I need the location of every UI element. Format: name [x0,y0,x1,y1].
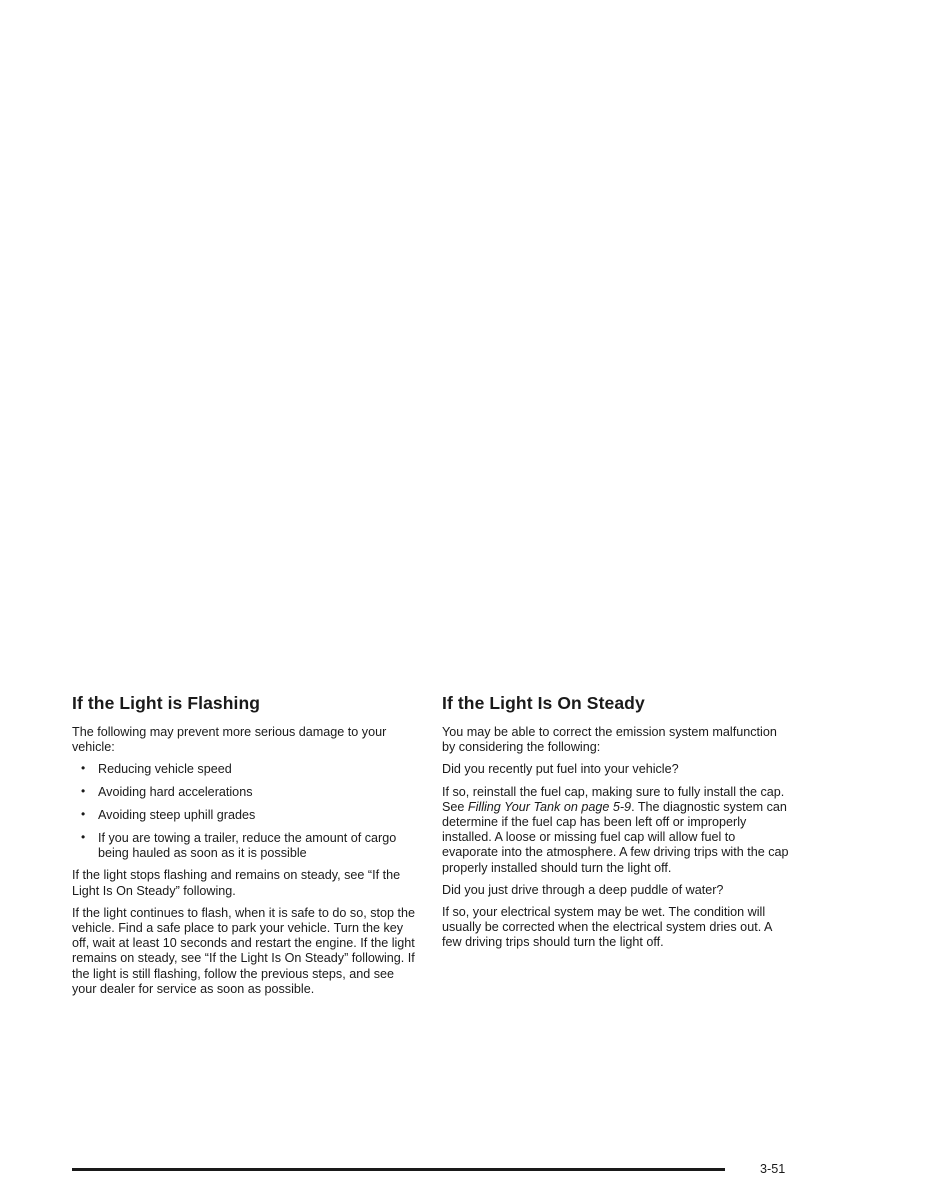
page-number: 3-51 [760,1162,786,1176]
right-column [442,693,792,958]
bullet-icon: • [81,784,86,799]
steady-answer-water: If so, your electrical system may be wet. The condition will usually be corrected when the electrical system dries out. A few driving trips should turn the light off. [442,905,772,950]
list-item [72,762,417,777]
list-item [72,831,417,861]
flashing-intro: The following may prevent more serious damage to your vehicle: [72,725,387,755]
list-item-text: Avoiding hard accelerations [98,785,253,800]
bullet-icon: • [81,829,86,844]
answer-fuel-text-start: If so, reinstall the fuel cap, making sure to fully install the cap. See [442,784,785,814]
list-item-text: Reducing vehicle speed [98,762,232,777]
steady-answer-fuel [442,785,792,876]
section-heading-steady: If the Light Is On Steady [442,693,645,713]
list-item-text: Avoiding steep uphill grades [98,807,256,822]
cross-reference-link[interactable]: Filling Your Tank on page 5-9 [467,799,632,814]
steady-question-fuel: Did you recently put fuel into your vehicle? [442,762,679,777]
bullet-icon: • [81,761,86,776]
flashing-paragraph-continues: If the light continues to flash, when it is safe to do so, stop the vehicle. Find a safe place to park your vehicle. Turn the key off, wait at least 10 seconds and restart the engine. If the light remains on steady, see “If the Light Is On Steady” following. If the light is still flashing, follow the previous steps, and see your dealer for service as soon as possible. [72,905,416,996]
answer-fuel-text-end: . The diagnostic system can determine if the fuel cap has been left off or improperly installed. A loose or missing fuel cap will allow fuel to evaporate into the atmosphere. A few driving trips with the cap properly installed should turn the light off. [442,799,789,875]
left-column [72,693,417,1004]
section-heading-flashing: If the Light is Flashing [72,693,261,713]
list-item-text: If you are towing a trailer, reduce the amount of cargo being hauled as soon as it is possible [98,830,397,860]
flashing-bullet-list [72,762,417,861]
list-item [72,785,417,800]
flashing-paragraph-steady: If the light stops flashing and remains on steady, see “If the Light Is On Steady” following. [72,868,401,898]
steady-question-water: Did you just drive through a deep puddle of water? [442,882,724,897]
footer-rule [72,1168,725,1171]
list-item [72,808,417,823]
steady-intro: You may be able to correct the emission system malfunction by considering the following: [442,725,777,755]
bullet-icon: • [81,806,86,821]
